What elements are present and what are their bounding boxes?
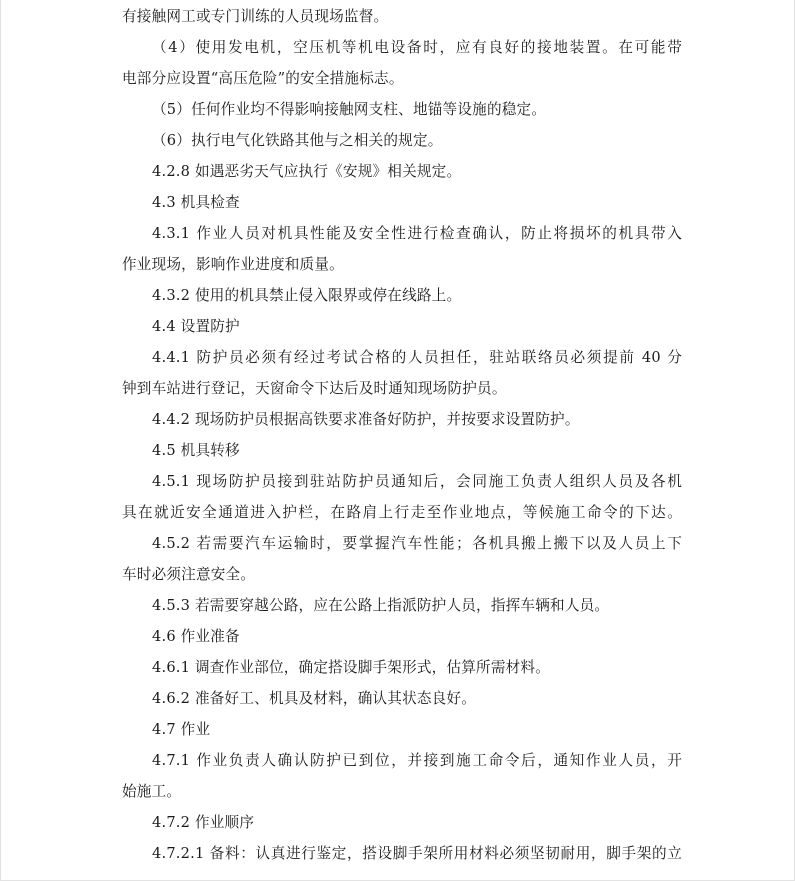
paragraph-line: （5）任何作业均不得影响接触网支柱、地锚等设施的稳定。 (152, 101, 547, 118)
paragraph-line: 4.3.1 作业人员对机具性能及安全性进行检查确认，防止将损坏的机具带入 (152, 225, 682, 242)
paragraph-line: 4.3.2 使用的机具禁止侵入限界或停在线路上。 (152, 287, 462, 304)
paragraph-line: 4.4 设置防护 (152, 318, 240, 335)
paragraph-line: 钟到车站进行登记，天窗命令下达后及时通知现场防护员。 (122, 380, 507, 397)
paragraph-line: 4.5 机具转移 (152, 442, 240, 459)
paragraph-line: 4.5.3 若需要穿越公路，应在公路上指派防护人员，指挥车辆和人员。 (152, 597, 610, 614)
paragraph-line: 4.6.1 调查作业部位，确定搭设脚手架形式，估算所需材料。 (152, 659, 551, 676)
document-body (122, 1, 682, 869)
paragraph-line: 4.7.2 作业顺序 (152, 814, 255, 831)
paragraph-line: 作业现场，影响作业进度和质量。 (122, 256, 344, 273)
paragraph-line: 电部分应设置“高压危险”的安全措施标志。 (122, 70, 404, 87)
paragraph-line: 4.6 作业准备 (152, 628, 240, 645)
paragraph-line: 4.3 机具检查 (152, 194, 240, 211)
paragraph-line: 4.4.1 防护员必须有经过考试合格的人员担任，驻站联络员必须提前 40 分 (152, 349, 682, 366)
paragraph-line: 车时必须注意安全。 (122, 566, 256, 583)
paragraph-line: 4.4.2 现场防护员根据高铁要求准备好防护，并按要求设置防护。 (152, 411, 580, 428)
paragraph-line: 4.7 作业 (152, 721, 211, 738)
paragraph-line: （6）执行电气化铁路其他与之相关的规定。 (152, 132, 443, 149)
paragraph-line: 4.7.2.1 备料：认真进行鉴定，搭设脚手架所用材料必须坚韧耐用，脚手架的立 (152, 845, 682, 862)
paragraph-line: 4.6.2 准备好工、机具及材料，确认其状态良好。 (152, 690, 477, 707)
paragraph-line: 具在就近安全通道进入护栏，在路肩上行走至作业地点，等候施工命令的下达。 (122, 504, 682, 521)
paragraph-line: 4.5.2 若需要汽车运输时，要掌握汽车性能；各机具搬上搬下以及人员上下 (152, 535, 682, 552)
paragraph-line: 4.5.1 现场防护员接到驻站防护员通知后，会同施工负责人组织人员及各机 (152, 473, 682, 490)
paragraph-line: 4.2.8 如遇恶劣天气应执行《安规》相关规定。 (152, 163, 462, 180)
paragraph-line: 始施工。 (122, 783, 182, 800)
paragraph-line: 有接触网工或专门训练的人员现场监督。 (122, 8, 389, 25)
paragraph-line: （4）使用发电机，空压机等机电设备时，应有良好的接地装置。在可能带 (152, 39, 682, 56)
paragraph-line: 4.7.1 作业负责人确认防护已到位，并接到施工命令后，通知作业人员，开 (152, 752, 682, 769)
